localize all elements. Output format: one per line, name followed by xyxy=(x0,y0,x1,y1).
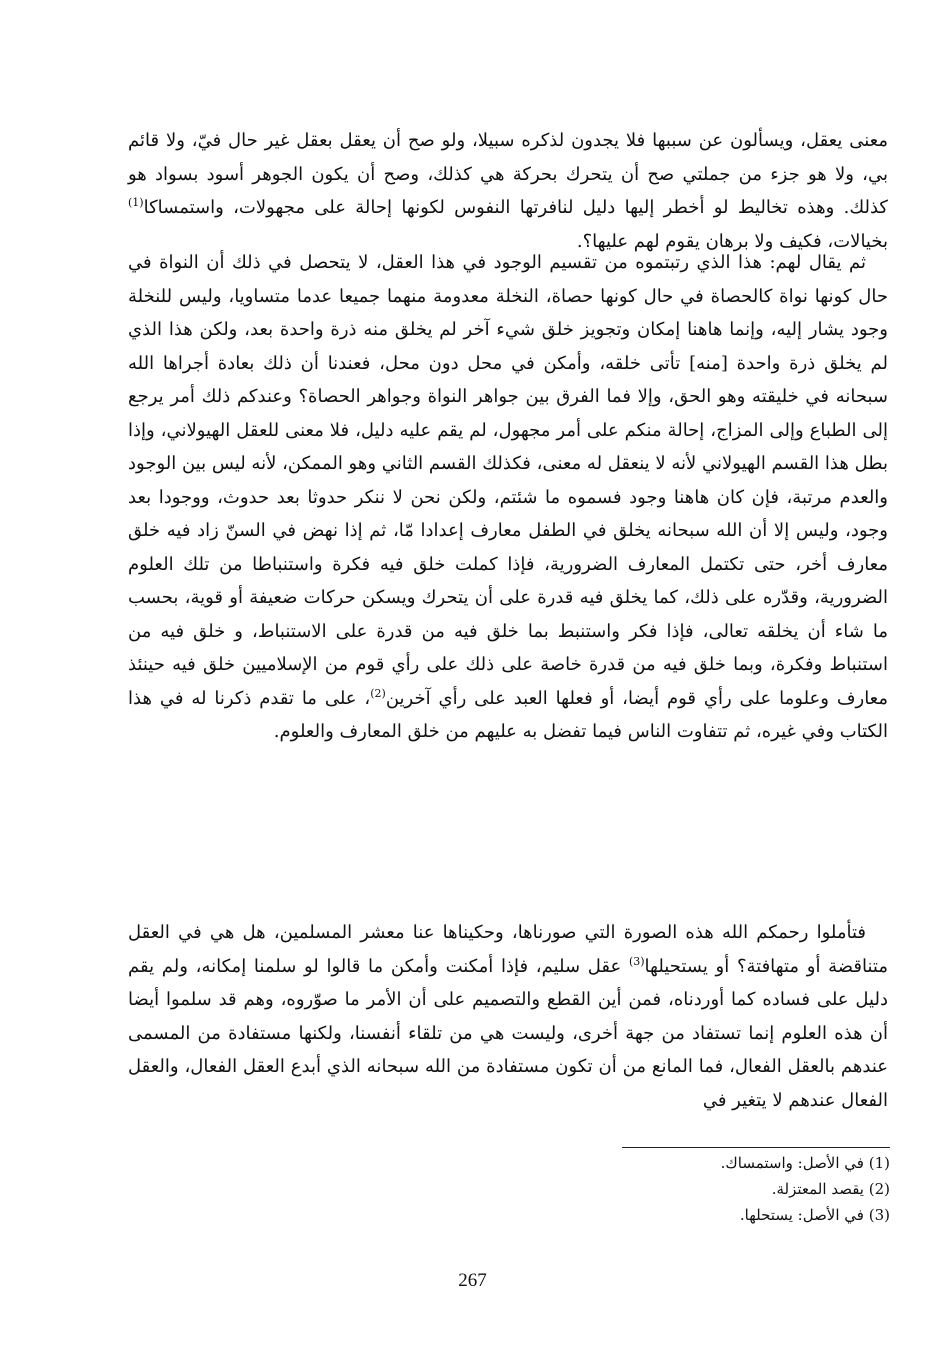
paragraph-3-text-a: فتأملوا رحمكم الله هذه الصورة التي صورناها، وحكيناها عنا معشر المسلمين، هل هي في العقل متناقضة أو متهافتة؟ أو يستحيلها xyxy=(128,922,889,977)
paragraph-2-text-a: ثم يقال لهم: هذا الذي رتبتموه من تقسيم الوجود في هذا العقل، لا يتحصل في ذلك أن النواة في حال كونها نواة كالحصاة في حال كونها حصاة، النخلة معدومة منهما جميعا عدما متساويا، وليس للنخلة وجود يشار إليه، وإنما هاهنا إمكان وتجويز خلق شيء آخر لم يخلق منه ذرة واحدة بعد، ولكن هذا الذي لم يخلق ذرة واحدة [منه] تأتى خلقه، وأمكن في محل دون محل، فعندنا أن ذلك بعادة أجراها الله سبحانه في خليقته وهو الحق، وإلا فما الفرق بين جواهر النواة وجواهر الحصاة؟ وعندكم ذلك أمر يرجع إلى الطباع وإلى المزاج، إحالة منكم على أمر مجهول، لم يقم عليه دليل، فلا معنى للعقل الهيولاني، وإذا بطل هذا القسم الهيولاني لأنه لا ينعقل له معنى، فكذلك القسم الثاني وهو الممكن، لأنه ليس بين الوجود والعدم مرتبة، فإن كان هاهنا وجود فسموه ما شئتم، ولكن نحن لا ننكر حدوثا بعد حدوث، ووجودا بعد وجود، وليس إلا أن الله سبحانه يخلق في الطفل معارف إعدادا مّا، ثم إذا نهض في السنّ زاد فيه خلق معارف أخر، حتى تكتمل المعارف الضرورية، فإذا كملت خلق فيه فكرة واستنباطا من تلك العلوم الضرورية، وقدّره على ذلك، كما يخلق فيه قدرة على أن يتحرك ويسكن حركات ضعيفة أو قوية، بحسب ما شاء أن يخلقه تعالى، فإذا فكر واستنبط بما خلق فيه من قدرة على الاستنباط، و خلق فيه من استنباط وفكرة، وبما خلق فيه من قدرة خاصة على ذلك على رأي قوم من الإسلاميين خلق فيه حينئذ معارف وعلوما على رأي قوم أيضا، أو فعلها العبد على رأي آخرين xyxy=(128,252,889,709)
footnote-1: (1) في الأصل: واستمساك. xyxy=(720,1154,890,1172)
paragraph-1-text-a: معنى يعقل، ويسألون عن سببها فلا يجدون لذكره سبيلا، ولو صح أن يعقل بعقل غير حال فيّ، ولا قائم بي، ولا هو جزء من جملتي صح أن يتحرك بحركة هي كذلك، وصح أن يكون الجوهر أسود بسواد هو كذلك. وهذه تخاليط لو أخطر إليها دليل لنافرتها النفوس لكونها إحالة على مجهولات، واستمساكا xyxy=(128,130,888,218)
paragraph-1 xyxy=(128,124,888,258)
footnote-divider xyxy=(622,1147,890,1148)
paragraph-2 xyxy=(128,246,888,749)
footnote-2: (2) يقصد المعتزلة. xyxy=(771,1180,890,1198)
footnote-marker-2: (2) xyxy=(370,686,386,700)
paragraph-2-text-b: ، على ما تقدم ذكرنا له في هذا الكتاب وفي غيره، ثم تتفاوت الناس فيما تفضل به عليهم من خلق المعارف والعلوم. xyxy=(128,687,888,742)
paragraph-3-text-b: عقل سليم، فإذا أمكنت وأمكن ما قالوا لو سلمنا إمكانه، ولم يقم دليل على فساده كما أوردناه، فمن أين القطع والتصميم على أن الأمر ما صوّروه، وهم قد سلموا أيضا أن هذه العلوم إنما تستفاد من جهة أخرى، وليست هي من تلقاء أنفسنا، ولكنها مستفادة من المسمى عندهم بالعقل الفعال، فما المانع من أن تكون مستفادة من الله سبحانه الذي أبدع العقل الفعال، والعقل الفعال عندهم لا يتغير في xyxy=(128,955,888,1111)
paragraph-1-text-b: بخيالات، فكيف ولا برهان يقوم لهم عليها؟. xyxy=(576,230,888,252)
page-number: 267 xyxy=(458,1270,487,1291)
footnote-3: (3) في الأصل: يستحلها. xyxy=(739,1206,890,1224)
footnote-marker-3: (3) xyxy=(628,954,645,968)
footnote-marker-1: (1) xyxy=(128,196,144,209)
paragraph-3 xyxy=(128,916,888,1117)
footnotes xyxy=(500,1150,890,1228)
